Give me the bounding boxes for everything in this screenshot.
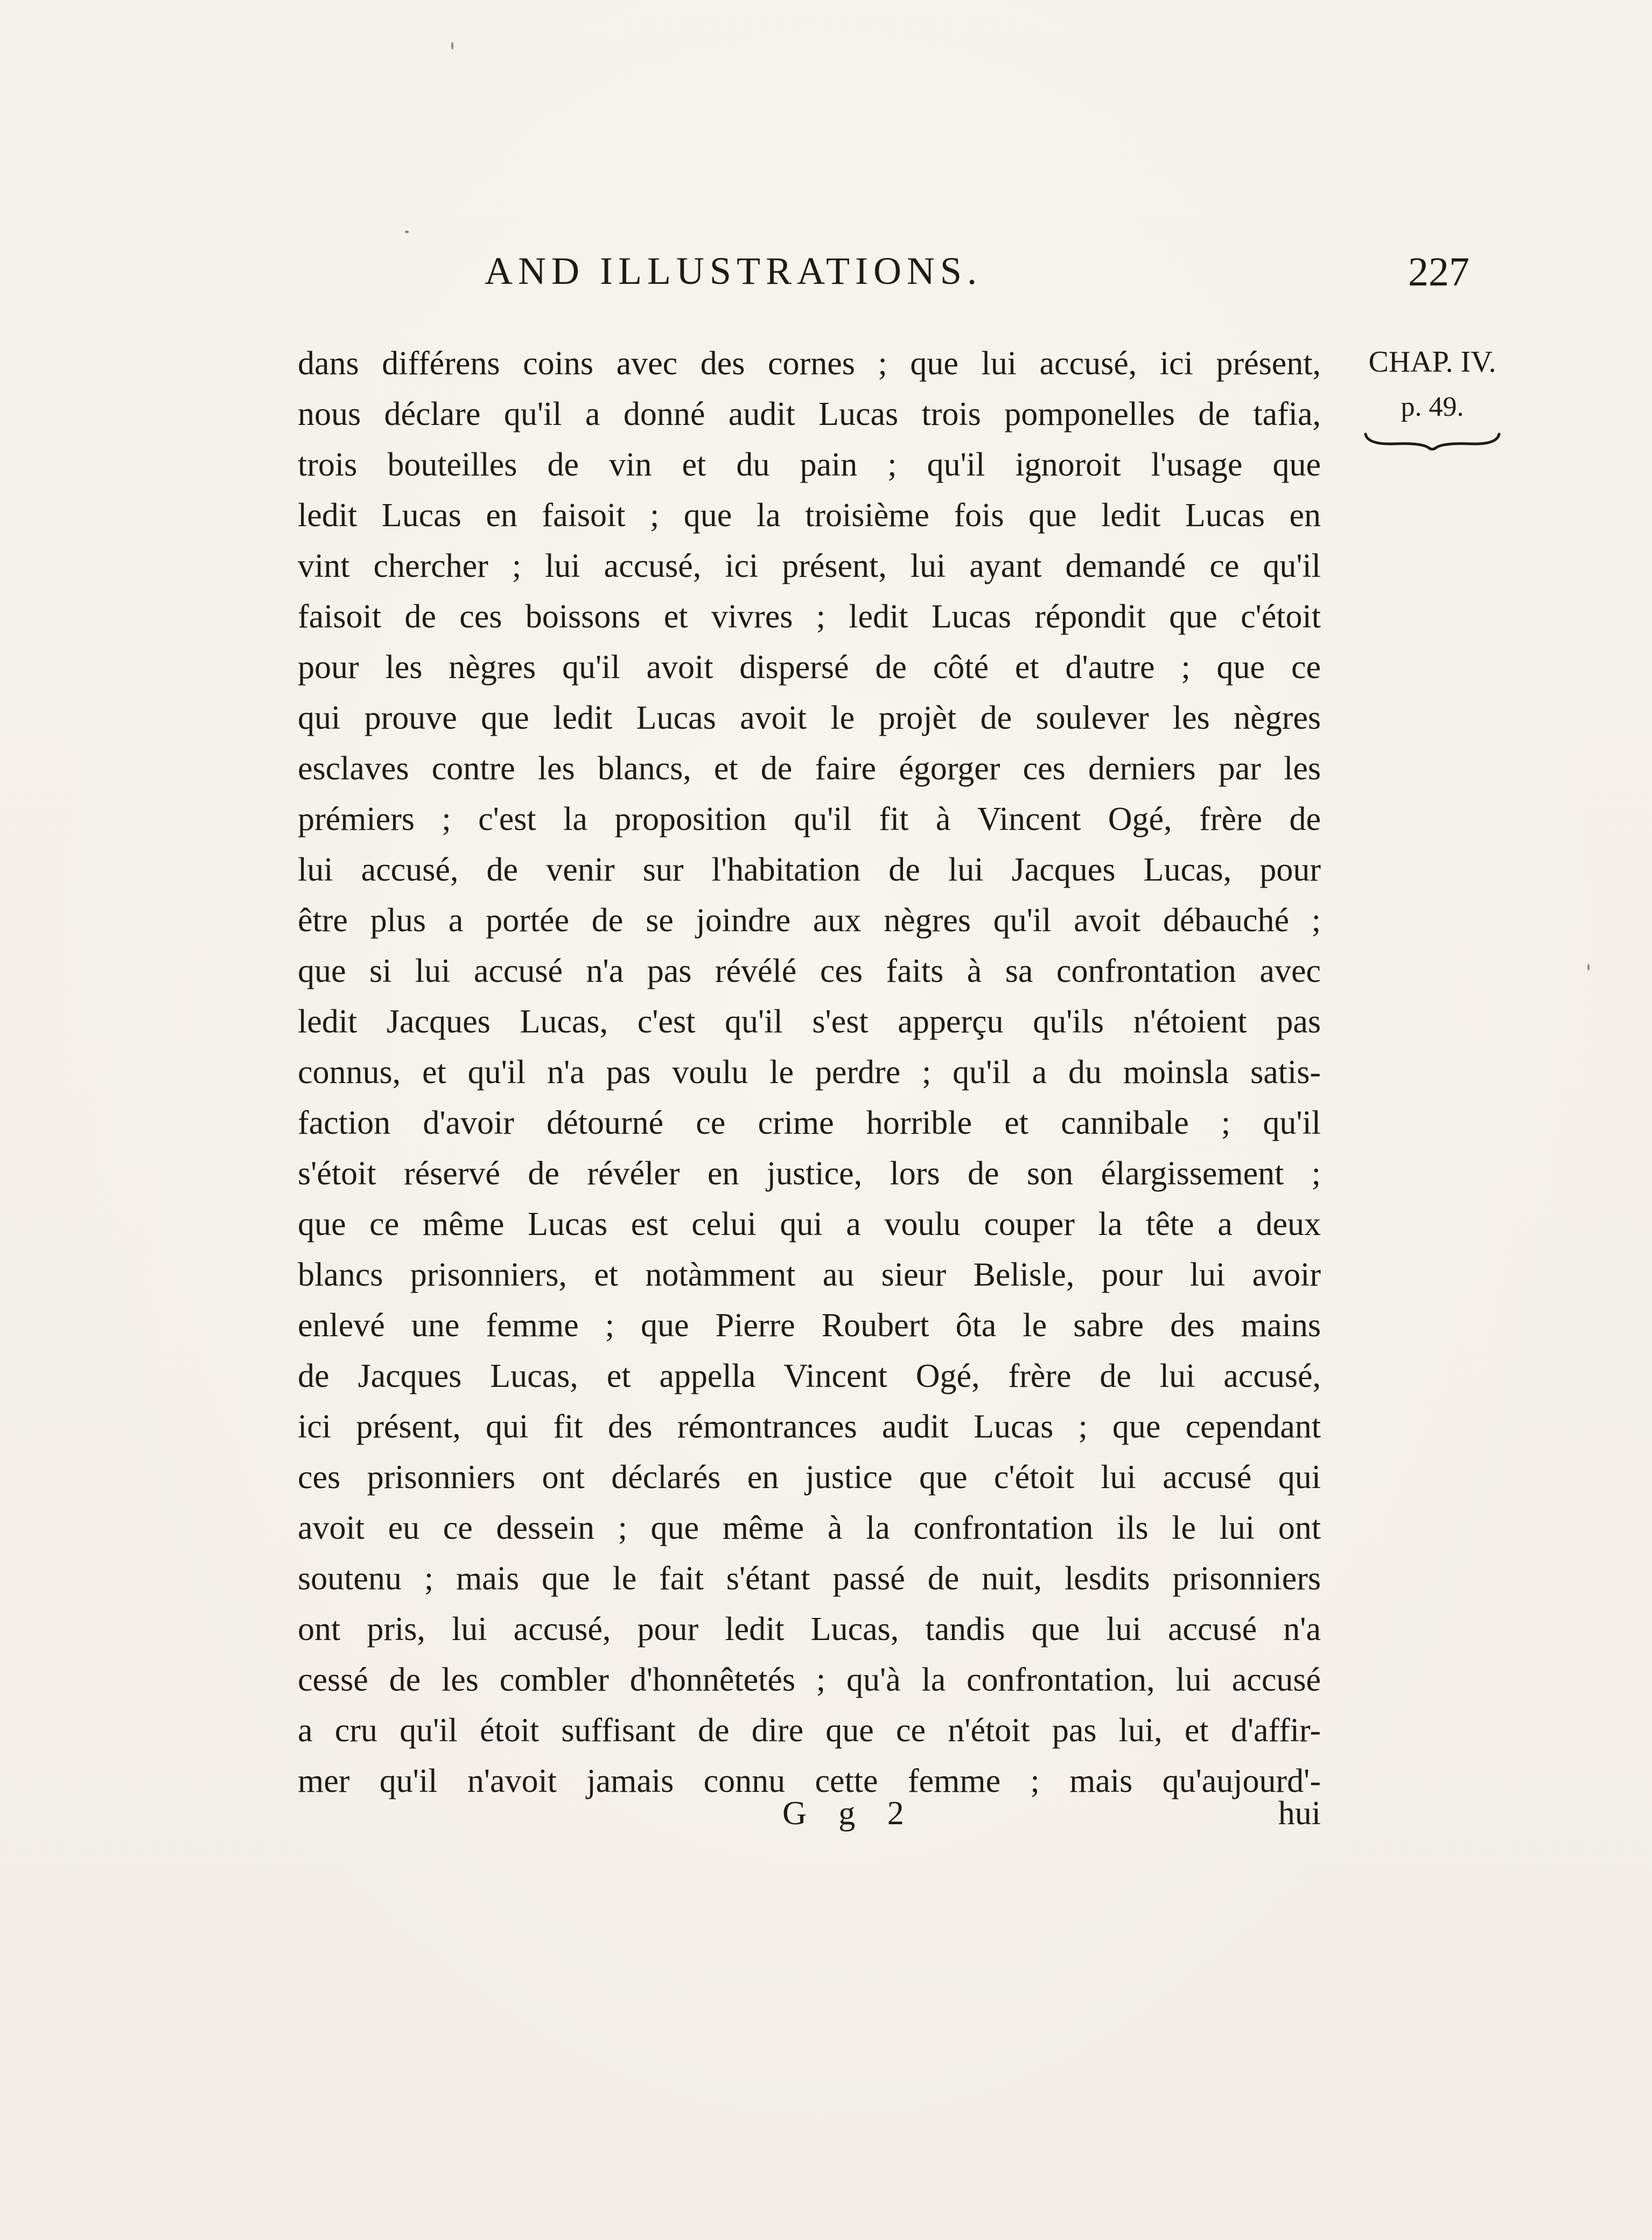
signature-mark: G g 2 (782, 1795, 916, 1832)
page-number: 227 (1408, 249, 1469, 295)
text-line: dans différens coins avec des cornes ; que lui accusé, ici présent, (298, 345, 1321, 382)
paper-speck (405, 231, 409, 233)
body-text (298, 338, 1321, 1806)
page-header (0, 249, 1652, 308)
text-line: qui prouve que ledit Lucas avoit le projèt de soulever les nègres (298, 700, 1321, 736)
curly-brace-icon (1362, 430, 1502, 451)
margin-chapter-ref: CHAP. IV. (1368, 345, 1496, 379)
text-line: cessé de les combler d'honnêtetés ; qu'à la confrontation, lui accusé (298, 1662, 1321, 1698)
text-line: que ce même Lucas est celui qui a voulu couper la tête a deux (298, 1206, 1321, 1243)
text-line: s'étoit réservé de révéler en justice, lors de son élargissement ; (298, 1155, 1321, 1192)
text-line: faisoit de ces boissons et vivres ; ledit Lucas répondit que c'étoit (298, 598, 1321, 635)
text-line: connus, et qu'il n'a pas voulu le perdre ; qu'il a du moinsla satis- (298, 1054, 1321, 1091)
margin-page-ref: p. 49. (1401, 392, 1464, 422)
text-line: blancs prisonniers, et notàmment au sieur Belisle, pour lui avoir (298, 1257, 1321, 1293)
page-footer (298, 1788, 1321, 1839)
text-line: ici présent, qui fit des rémontrances audit Lucas ; que cependant (298, 1408, 1321, 1445)
text-line: mer qu'il n'avoit jamais connu cette femme ; mais qu'aujourd'- (298, 1763, 1321, 1799)
text-line: avoit eu ce dessein ; que même à la confrontation ils le lui ont (298, 1510, 1321, 1546)
paper-speck (1587, 964, 1590, 971)
text-line: pour les nègres qu'il avoit dispersé de côté et d'autre ; que ce (298, 649, 1321, 686)
text-line: vint chercher ; lui accusé, ici présent, lui ayant demandé ce qu'il (298, 548, 1321, 584)
text-line: esclaves contre les blancs, et de faire égorger ces derniers par les (298, 750, 1321, 787)
running-head: AND ILLUSTRATIONS. (485, 249, 982, 292)
text-line: lui accusé, de venir sur l'habitation de lui Jacques Lucas, pour (298, 852, 1321, 888)
text-line: ces prisonniers ont déclarés en justice que c'étoit lui accusé qui (298, 1459, 1321, 1496)
catchword: hui (1278, 1795, 1321, 1832)
text-line: que si lui accusé n'a pas révélé ces faits à sa confrontation avec (298, 953, 1321, 989)
text-line: trois bouteilles de vin et du pain ; qu'il ignoroit l'usage que (298, 446, 1321, 483)
text-line: ledit Lucas en faisoit ; que la troisième fois que ledit Lucas en (298, 497, 1321, 534)
text-line: soutenu ; mais que le fait s'étant passé de nuit, lesdits prisonniers (298, 1560, 1321, 1597)
text-line: prémiers ; c'est la proposition qu'il fit à Vincent Ogé, frère de (298, 801, 1321, 838)
paper-speck (451, 42, 453, 50)
text-line: enlevé une femme ; que Pierre Roubert ôta le sabre des mains (298, 1307, 1321, 1344)
text-line: ont pris, lui accusé, pour ledit Lucas, tandis que lui accusé n'a (298, 1611, 1321, 1648)
text-line: de Jacques Lucas, et appella Vincent Ogé, frère de lui accusé, (298, 1358, 1321, 1394)
text-line: faction d'avoir détourné ce crime horrible et cannibale ; qu'il (298, 1105, 1321, 1141)
text-line: a cru qu'il étoit suffisant de dire que ce n'étoit pas lui, et d'affir- (298, 1712, 1321, 1749)
text-line: être plus a portée de se joindre aux nègres qu'il avoit débauché ; (298, 902, 1321, 939)
margin-note (1341, 338, 1524, 451)
text-line: nous déclare qu'il a donné audit Lucas trois pomponelles de tafia, (298, 396, 1321, 432)
text-line: ledit Jacques Lucas, c'est qu'il s'est apperçu qu'ils n'étoient pas (298, 1003, 1321, 1040)
